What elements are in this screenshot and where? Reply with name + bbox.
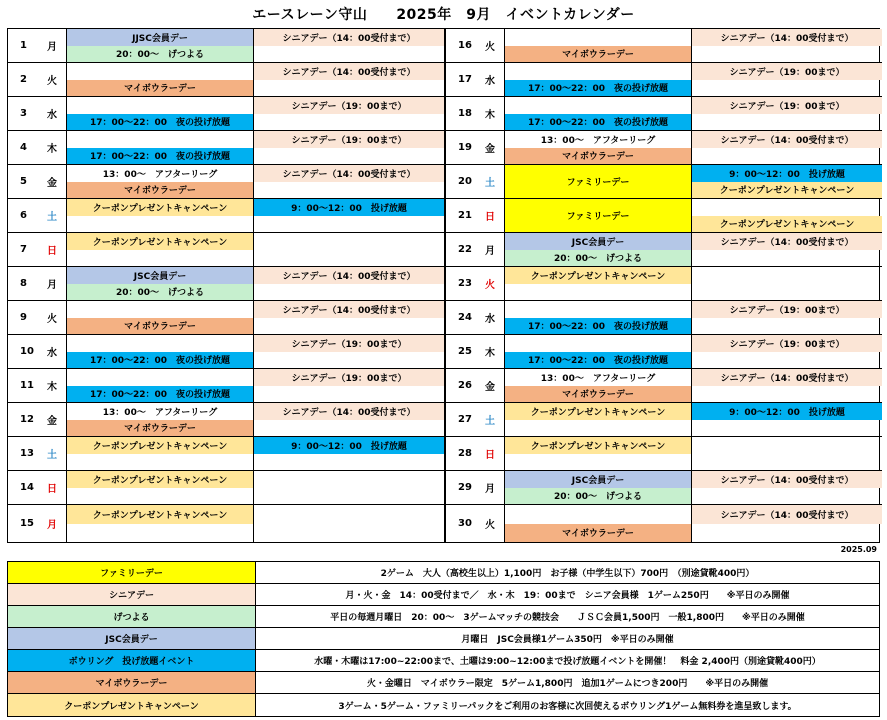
weekday: 水: [485, 76, 495, 87]
event-cell: 9：00～12：00 投げ放題: [692, 165, 882, 182]
day-number: 4: [20, 142, 27, 153]
weekday: 木: [47, 144, 57, 155]
event-slot-a: [504, 471, 691, 504]
event-cell: クーポンプレゼントキャンペーン: [505, 437, 691, 454]
day-row-26: [446, 369, 882, 403]
day-number: 12: [20, 414, 34, 425]
weekday: 日: [47, 246, 57, 257]
event-slot-a: [504, 437, 691, 470]
event-slot-b: [691, 437, 882, 470]
event-cell: 17：00～22：00 夜の投げ放題: [505, 80, 691, 97]
event-slot-b: [253, 403, 444, 436]
weekday: 金: [47, 178, 57, 189]
event-slot-b: [691, 267, 882, 300]
day-row-15: [8, 505, 444, 542]
day-number: 11: [20, 380, 34, 391]
weekday: 火: [47, 76, 57, 87]
day-row-17: [446, 63, 882, 97]
event-slot-b: [253, 29, 444, 62]
event-cell: クーポンプレゼントキャンペーン: [692, 216, 882, 233]
event-cell: 13：00～ アフターリーグ: [67, 403, 253, 420]
legend-description: 水曜・木曜は17:00~22:00まで、土曜は9:00~12:00まで投げ放題イベントを開催！ 料金 2,400円（別途貸靴400円）: [314, 657, 821, 667]
day-row-27: [446, 403, 882, 437]
event-cell: シニアデー（14：00受付まで）: [254, 29, 444, 46]
weekday: 土: [485, 416, 495, 427]
event-slot-a: [504, 403, 691, 436]
event-slot-a: [66, 437, 253, 470]
event-slot-b: [253, 267, 444, 300]
legend-name: げつよる: [8, 606, 256, 627]
day-row-6: [8, 199, 444, 233]
event-slot-b: [253, 199, 444, 232]
event-slot-b: [253, 335, 444, 368]
day-row-2: [8, 63, 444, 97]
event-slot-b: [253, 369, 444, 402]
event-cell: 17：00～22：00 夜の投げ放題: [505, 352, 691, 369]
event-cell: シニアデー（19：00まで）: [692, 335, 882, 352]
legend-row: [8, 672, 879, 694]
day-number: 15: [20, 518, 34, 529]
event-slot-b: [253, 505, 444, 542]
event-cell: マイボウラーデー: [67, 420, 253, 437]
weekday: 日: [47, 484, 57, 495]
weekday: 月: [47, 520, 57, 531]
event-slot-b: [691, 165, 882, 198]
event-slot-b: [691, 403, 882, 436]
event-cell: マイボウラーデー: [505, 386, 691, 403]
event-slot-a: [66, 403, 253, 436]
legend-row: [8, 650, 879, 672]
legend-row: [8, 628, 879, 650]
event-cell: クーポンプレゼントキャンペーン: [505, 403, 691, 420]
day-number: 10: [20, 346, 34, 357]
weekday: 金: [47, 416, 57, 427]
day-row-8: [8, 267, 444, 301]
event-cell: 20：00～ げつよる: [67, 284, 253, 301]
event-cell: クーポンプレゼントキャンペーン: [67, 199, 253, 216]
event-slot-b: [253, 233, 444, 266]
day-row-11: [8, 369, 444, 403]
day-row-12: [8, 403, 444, 437]
event-slot-a: [504, 301, 691, 334]
event-cell: 17：00～22：00 夜の投げ放題: [67, 352, 253, 369]
day-number: 6: [20, 210, 27, 221]
event-slot-b: [691, 301, 882, 334]
event-cell: 20：00～ げつよる: [505, 488, 691, 505]
event-slot-b: [253, 471, 444, 504]
event-slot-b: [691, 369, 882, 402]
event-slot-a: [504, 29, 691, 62]
event-cell: 17：00～22：00 夜の投げ放題: [67, 148, 253, 165]
legend-description: 2ゲーム 大人（高校生以上）1,100円 お子様（中学生以下）700円 （別途貸靴400円）: [380, 569, 755, 579]
legend-name: マイボウラーデー: [8, 672, 256, 693]
day-number: 8: [20, 278, 27, 289]
calendar-days-1-15: [8, 29, 444, 542]
event-cell: 17：00～22：00 夜の投げ放題: [67, 386, 253, 403]
legend-row: [8, 562, 879, 584]
weekday: 土: [47, 450, 57, 461]
weekday: 水: [485, 314, 495, 325]
event-slot-b: [253, 97, 444, 130]
weekday: 水: [47, 348, 57, 359]
event-cell: 9：00～12：00 投げ放題: [692, 403, 882, 420]
weekday: 火: [47, 314, 57, 325]
day-row-21: [446, 199, 882, 233]
weekday: 土: [47, 212, 57, 223]
event-slot-a: [66, 335, 253, 368]
event-cell: シニアデー（19：00まで）: [692, 97, 882, 114]
event-slot-a: [504, 369, 691, 402]
event-cell: シニアデー（14：00受付まで）: [254, 267, 444, 284]
legend-description: 月・火・金 14：00受付まで／ 水・木 19：00まで シニア会員様 1ゲーム250円 ※平日のみ開催: [345, 591, 790, 601]
version-label: 2025.09: [840, 545, 877, 554]
event-cell: マイボウラーデー: [67, 318, 253, 335]
event-slot-a: [504, 131, 691, 164]
day-number: 9: [20, 312, 27, 323]
event-slot-a: [66, 97, 253, 130]
day-number: 7: [20, 244, 27, 255]
day-number: 24: [458, 312, 472, 323]
event-cell: シニアデー（14：00受付まで）: [254, 63, 444, 80]
day-row-30: [446, 505, 882, 542]
day-number: 29: [458, 482, 472, 493]
event-slot-b: [253, 63, 444, 96]
legend-name: クーポンプレゼントキャンペーン: [8, 694, 256, 716]
day-row-13: [8, 437, 444, 471]
day-row-9: [8, 301, 444, 335]
event-cell: マイボウラーデー: [505, 524, 691, 543]
weekday: 金: [485, 382, 495, 393]
event-cell: 9：00～12：00 投げ放題: [254, 199, 444, 216]
event-slot-a: [66, 301, 253, 334]
day-row-19: [446, 131, 882, 165]
event-cell: シニアデー（14：00受付まで）: [254, 301, 444, 318]
event-slot-a: [66, 233, 253, 266]
day-row-25: [446, 335, 882, 369]
event-cell: 20：00～ げつよる: [505, 250, 691, 267]
calendar-days-16-30: [444, 29, 882, 542]
event-slot-b: [253, 131, 444, 164]
weekday: 火: [485, 42, 495, 53]
event-slot-b: [253, 301, 444, 334]
event-cell: 20：00～ げつよる: [67, 46, 253, 63]
event-slot-b: [691, 97, 882, 130]
event-cell: マイボウラーデー: [505, 148, 691, 165]
event-slot-b: [253, 165, 444, 198]
event-calendar: [7, 28, 880, 543]
day-row-18: [446, 97, 882, 131]
weekday: 月: [47, 42, 57, 53]
legend-row: [8, 694, 879, 716]
event-slot-b: [691, 29, 882, 62]
legend-name: シニアデー: [8, 584, 256, 605]
event-cell: ファミリーデー: [505, 199, 691, 232]
event-cell: クーポンプレゼントキャンペーン: [67, 437, 253, 454]
day-number: 20: [458, 176, 472, 187]
day-number: 14: [20, 482, 34, 493]
day-row-4: [8, 131, 444, 165]
day-number: 28: [458, 448, 472, 459]
legend-description: 火・金曜日 マイボウラー限定 5ゲーム1,800円 追加1ゲームにつき200円 ※平日のみ開催: [366, 679, 769, 689]
weekday: 水: [47, 110, 57, 121]
event-slot-b: [253, 437, 444, 470]
event-slot-a: [66, 165, 253, 198]
event-slot-b: [691, 505, 882, 542]
event-cell: 13：00～ アフターリーグ: [505, 369, 691, 386]
day-number: 16: [458, 40, 472, 51]
weekday: 日: [485, 450, 495, 461]
event-slot-a: [504, 199, 691, 232]
event-cell: 17：00～22：00 夜の投げ放題: [505, 114, 691, 131]
legend-description: 3ゲーム・5ゲーム・ファミリーパックをご利用のお客様に次回使えるボウリング1ゲーム無料券を進呈致します。: [338, 701, 797, 712]
event-slot-a: [504, 267, 691, 300]
event-cell: シニアデー（14：00受付まで）: [692, 471, 882, 488]
event-cell: シニアデー（14：00受付まで）: [692, 369, 882, 386]
event-slot-b: [691, 63, 882, 96]
event-cell: クーポンプレゼントキャンペーン: [505, 267, 691, 284]
event-cell: クーポンプレゼントキャンペーン: [692, 182, 882, 199]
weekday: 木: [47, 382, 57, 393]
day-number: 18: [458, 108, 472, 119]
event-slot-b: [691, 233, 882, 266]
day-row-16: [446, 29, 882, 63]
legend-description: 平日の毎週月曜日 20：00～ 3ゲームマッチの競技会 ＪＳＣ会員1,500円 一般1,800円 ※平日のみ開催: [330, 613, 805, 623]
event-cell: クーポンプレゼントキャンペーン: [67, 471, 253, 488]
day-row-22: [446, 233, 882, 267]
event-slot-a: [504, 335, 691, 368]
event-slot-b: [691, 199, 882, 232]
weekday: 火: [485, 520, 495, 531]
day-number: 2: [20, 74, 27, 85]
event-cell: マイボウラーデー: [67, 80, 253, 97]
weekday: 木: [485, 110, 495, 121]
event-cell: マイボウラーデー: [67, 182, 253, 199]
weekday: 木: [485, 348, 495, 359]
event-slot-b: [691, 335, 882, 368]
weekday: 土: [485, 178, 495, 189]
event-cell: 17：00～22：00 夜の投げ放題: [67, 114, 253, 131]
event-cell: JSC会員デー: [67, 267, 253, 284]
day-row-23: [446, 267, 882, 301]
day-number: 19: [458, 142, 472, 153]
event-slot-a: [504, 63, 691, 96]
event-cell: シニアデー（19：00まで）: [254, 97, 444, 114]
day-row-14: [8, 471, 444, 505]
event-slot-a: [504, 233, 691, 266]
event-slot-a: [66, 471, 253, 504]
event-cell: シニアデー（14：00受付まで）: [692, 505, 882, 524]
event-cell: シニアデー（19：00まで）: [254, 131, 444, 148]
event-cell: シニアデー（14：00受付まで）: [692, 131, 882, 148]
day-row-29: [446, 471, 882, 505]
event-cell: クーポンプレゼントキャンペーン: [67, 505, 253, 524]
day-row-3: [8, 97, 444, 131]
event-cell: JSC会員デー: [505, 233, 691, 250]
event-slot-a: [504, 505, 691, 542]
event-legend: [7, 561, 880, 717]
event-cell: マイボウラーデー: [505, 46, 691, 63]
day-row-24: [446, 301, 882, 335]
day-number: 5: [20, 176, 27, 187]
event-slot-a: [66, 369, 253, 402]
day-number: 17: [458, 74, 472, 85]
day-number: 23: [458, 278, 472, 289]
legend-name: ファミリーデー: [8, 562, 256, 583]
weekday: 火: [485, 280, 495, 291]
day-number: 26: [458, 380, 472, 391]
event-slot-a: [66, 131, 253, 164]
event-cell: シニアデー（14：00受付まで）: [692, 233, 882, 250]
event-slot-a: [66, 29, 253, 62]
event-cell: JJSC会員デー: [67, 29, 253, 46]
weekday: 日: [485, 212, 495, 223]
legend-row: [8, 584, 879, 606]
day-row-5: [8, 165, 444, 199]
event-cell: シニアデー（19：00まで）: [254, 335, 444, 352]
day-number: 13: [20, 448, 34, 459]
event-slot-b: [691, 471, 882, 504]
weekday: 金: [485, 144, 495, 155]
event-slot-a: [504, 165, 691, 198]
event-cell: シニアデー（14：00受付まで）: [254, 403, 444, 420]
day-row-10: [8, 335, 444, 369]
weekday: 月: [485, 484, 495, 495]
legend-name: JSC会員デー: [8, 628, 256, 649]
event-cell: シニアデー（19：00まで）: [692, 301, 882, 318]
weekday: 月: [47, 280, 57, 291]
event-slot-a: [66, 505, 253, 542]
legend-description: 月曜日 JSC会員様1ゲーム350円 ※平日のみ開催: [461, 635, 674, 645]
event-slot-b: [691, 131, 882, 164]
day-row-7: [8, 233, 444, 267]
event-cell: 13：00～ アフターリーグ: [67, 165, 253, 182]
event-slot-a: [504, 97, 691, 130]
day-row-28: [446, 437, 882, 471]
day-number: 21: [458, 210, 472, 221]
day-number: 25: [458, 346, 472, 357]
legend-row: [8, 606, 879, 628]
day-number: 27: [458, 414, 472, 425]
event-cell: シニアデー（19：00まで）: [254, 369, 444, 386]
day-number: 22: [458, 244, 472, 255]
event-cell: 17：00～22：00 夜の投げ放題: [505, 318, 691, 335]
event-cell: クーポンプレゼントキャンペーン: [67, 233, 253, 250]
event-cell: 9：00～12：00 投げ放題: [254, 437, 444, 454]
day-number: 30: [458, 518, 472, 529]
day-number: 1: [20, 40, 27, 51]
event-cell: 13：00～ アフターリーグ: [505, 131, 691, 148]
page-title: エースレーン守山 2025年 9月 イベントカレンダー: [252, 7, 635, 23]
event-cell: ファミリーデー: [505, 165, 691, 198]
event-cell: シニアデー（14：00受付まで）: [254, 165, 444, 182]
day-row-20: [446, 165, 882, 199]
event-cell: シニアデー（19：00まで）: [692, 63, 882, 80]
legend-name: ボウリング 投げ放題イベント: [8, 650, 256, 671]
event-slot-a: [66, 63, 253, 96]
weekday: 月: [485, 246, 495, 257]
day-number: 3: [20, 108, 27, 119]
day-row-1: [8, 29, 444, 63]
event-slot-a: [66, 267, 253, 300]
event-cell: JSC会員デー: [505, 471, 691, 488]
event-slot-a: [66, 199, 253, 232]
event-cell: シニアデー（14：00受付まで）: [692, 29, 882, 46]
